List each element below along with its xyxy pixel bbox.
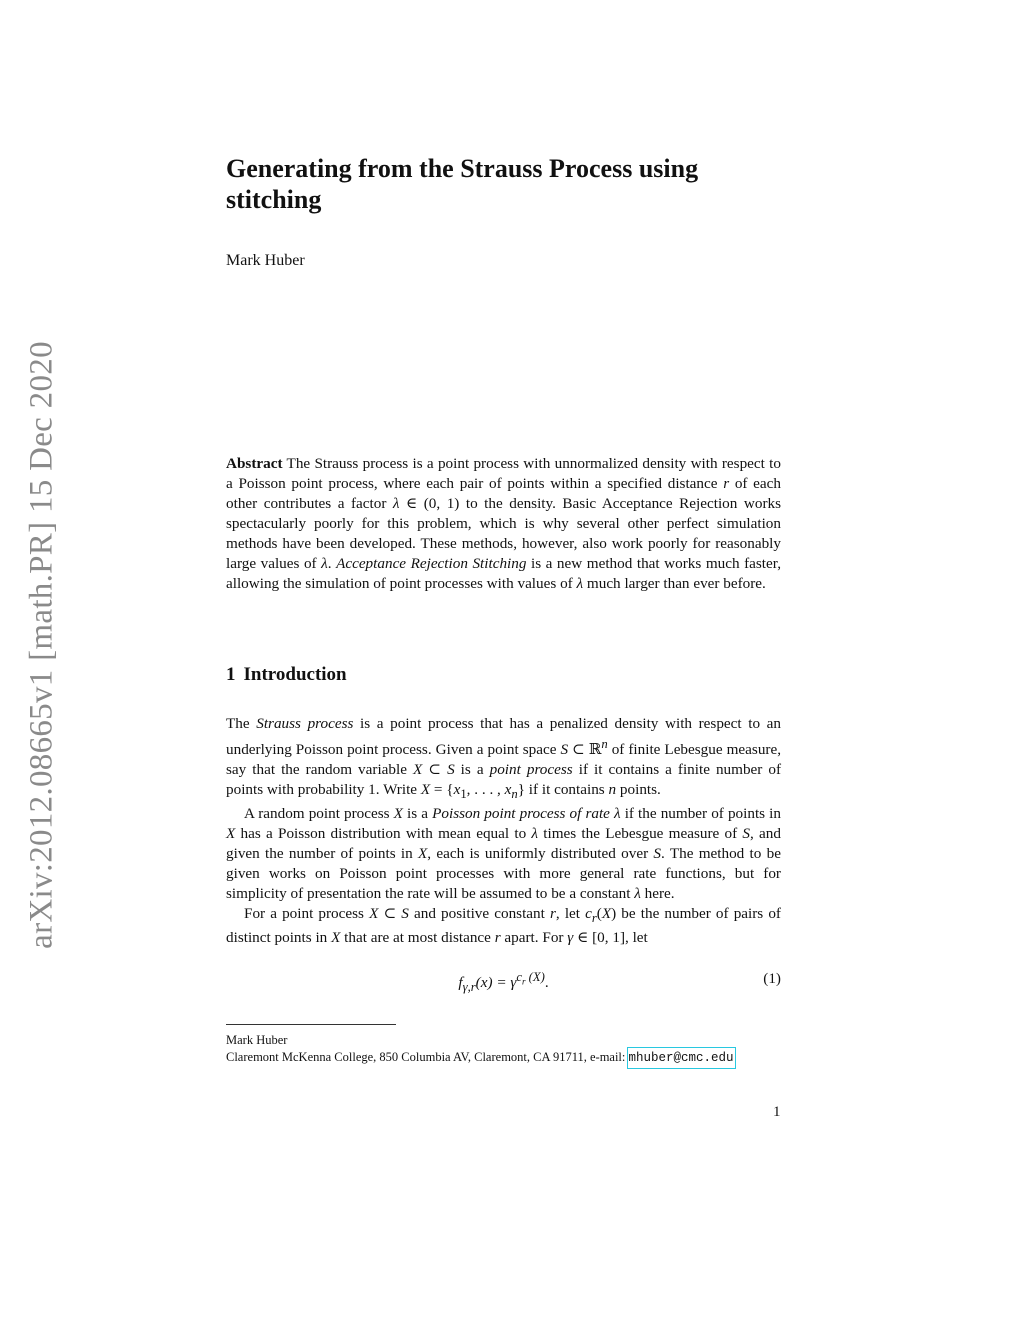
text: if it contains a finite number of points with probability 1. Write <box>226 761 782 799</box>
math-var: f <box>458 974 463 992</box>
text: if the number of points in <box>620 805 781 823</box>
math-var: X <box>393 805 403 823</box>
paragraph <box>226 714 781 804</box>
text: ∈ [0, 1], let <box>573 929 648 947</box>
method-name: Acceptance Rejection Stitching <box>336 555 527 572</box>
text: is a <box>402 805 433 823</box>
text: , . . . , <box>466 781 505 799</box>
section-number: 1 <box>226 664 236 685</box>
math-var: x <box>453 781 461 799</box>
body-text <box>226 714 781 948</box>
equation-number: (1) <box>763 970 781 987</box>
abstract-text: The Strauss process is a point process with unnormalized density with respect to a Poisson point process, where each pair of points within a specified distance <box>226 455 781 492</box>
text: , each is uniformly distributed over <box>427 845 654 863</box>
text: apart. For <box>500 929 568 947</box>
term: Strauss process <box>256 715 354 732</box>
math-var: n <box>608 781 617 799</box>
math-var: X <box>369 905 379 923</box>
abstract-label: Abstract <box>226 455 283 472</box>
math-var: r <box>494 929 501 947</box>
text: } if it contains <box>517 781 609 799</box>
paragraph <box>226 904 781 948</box>
text: ⊂ ℝ <box>568 741 602 759</box>
text: is a point process that has a penalized density with respect to an underlying Poisson point process. Given a point space <box>226 715 781 759</box>
text: points. <box>616 781 661 799</box>
math-var: S <box>447 761 455 779</box>
equation-body <box>226 970 781 995</box>
abstract-text: . <box>327 555 337 572</box>
text: , and given the number of points in <box>226 825 781 863</box>
text: ) be the number of pairs of distinct points in <box>226 905 781 947</box>
abstract <box>226 454 781 594</box>
text: A random point process <box>244 805 394 823</box>
email-link[interactable]: mhuber@cmc.edu <box>628 1051 734 1065</box>
text: The <box>226 715 257 732</box>
footnote <box>226 1032 786 1067</box>
math-var: X <box>331 929 341 947</box>
affiliation-text: Claremont McKenna College, 850 Columbia AV, Claremont, CA 91711, e-mail: <box>226 1050 629 1064</box>
text: and positive constant <box>408 905 550 923</box>
text: is a <box>454 761 490 779</box>
paper-title: Generating from the Strauss Process using stitching <box>226 154 699 214</box>
text: has a Poisson distribution with mean equal to <box>235 825 532 843</box>
math-var: S <box>401 905 409 923</box>
abstract-text: of each other contributes a factor <box>226 475 781 512</box>
text: of finite Lebesgue measure, say that the random variable <box>226 741 782 779</box>
text: here. <box>640 885 675 903</box>
text: times the Lebesgue measure of <box>538 825 743 843</box>
arxiv-side-stamp: arXiv:2012.08665v1 [math.PR] 15 Dec 2020 <box>23 341 60 949</box>
math-var: S <box>742 825 750 843</box>
math-var: X <box>418 845 428 863</box>
math-sub: γ,r <box>462 980 476 995</box>
math-var: S <box>560 741 569 759</box>
paragraph <box>226 804 781 904</box>
text: , let <box>555 905 586 923</box>
author-name: Mark Huber <box>226 252 305 269</box>
math-expr: (X) <box>525 970 545 984</box>
math-var: γ <box>567 929 574 947</box>
math-var: X <box>226 825 236 843</box>
term: point process <box>489 761 573 779</box>
text: ⊂ <box>422 761 448 779</box>
math-var: λ <box>531 825 538 843</box>
math-var: x <box>504 781 512 799</box>
page-number: 1 <box>773 1104 781 1120</box>
footnote-rule <box>226 1024 396 1025</box>
math-var: λ <box>576 575 584 592</box>
math-var: c <box>516 970 522 984</box>
text: ( <box>596 905 602 923</box>
term: Poisson point process of rate λ <box>432 805 621 823</box>
text: For a point process <box>244 905 370 923</box>
abstract-text: is a new method that works much faster, allowing the simulation of point processes with values of <box>226 555 782 592</box>
text: that are at most distance <box>340 929 495 947</box>
math-var: X <box>413 761 423 779</box>
math-sub: 1 <box>460 787 467 802</box>
footnote-affiliation <box>226 1049 786 1067</box>
abstract-text: ∈ (0, 1) to the density. Basic Acceptance Rejection works spectacularly poorly for this problem, which is why several other perfect simulation methods have been developed. These methods, however, also work poorly for reasonably large values of <box>226 495 782 572</box>
math-var: X <box>601 905 612 923</box>
footnote-author: Mark Huber <box>226 1033 288 1047</box>
math-var: S <box>653 845 662 863</box>
math-var: c <box>585 905 592 923</box>
math-sub: r <box>521 976 526 987</box>
math-var: r <box>723 475 730 492</box>
section-title: Introduction <box>243 664 347 685</box>
math-expr: (x) = γ <box>475 974 517 992</box>
text: = { <box>430 781 454 799</box>
math-var: λ <box>321 555 328 572</box>
text: . The method to be given works on Poisson point processes with more general rate functions, but for simplicity of presentation the rate will be assumed to be a constant <box>226 845 781 903</box>
section-heading <box>226 664 347 686</box>
math-var: λ <box>634 885 641 903</box>
text: ⊂ <box>378 905 402 923</box>
math-var: r <box>549 905 556 923</box>
equation-1 <box>226 968 781 994</box>
math-var: X <box>420 781 431 799</box>
math-var: n <box>601 737 608 751</box>
math-sub: n <box>511 787 518 802</box>
abstract-text: much larger than ever before. <box>583 575 766 592</box>
math-sub: r <box>591 911 597 926</box>
math-var: λ <box>392 495 400 512</box>
text: . <box>544 974 549 992</box>
